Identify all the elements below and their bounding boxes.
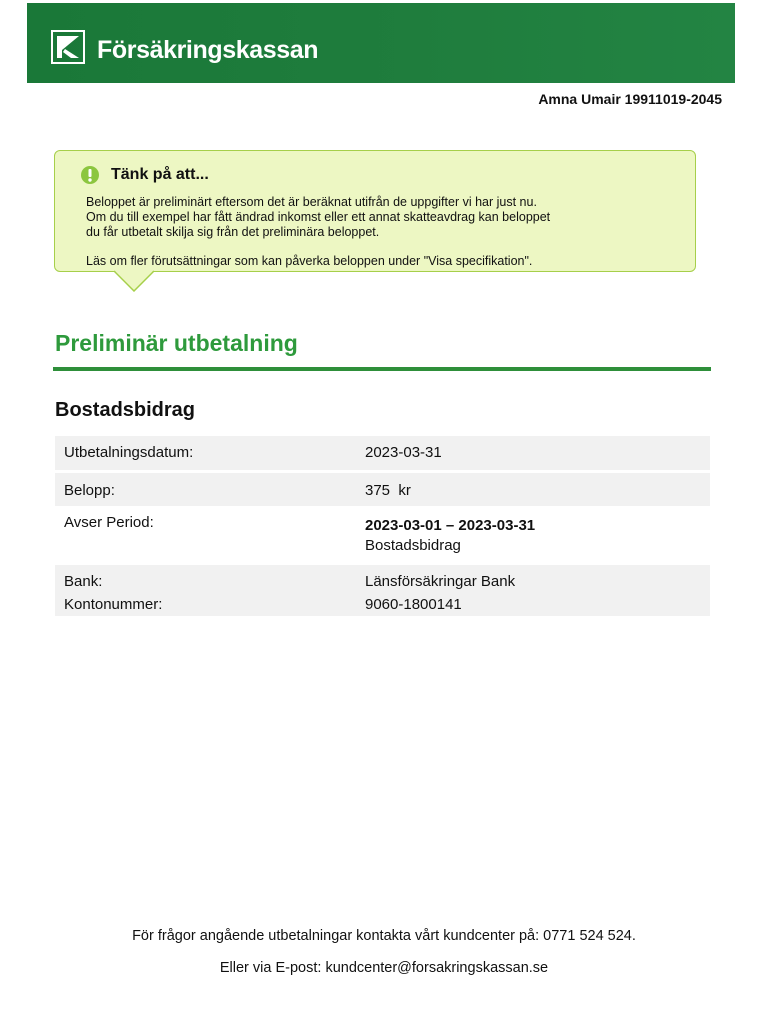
period-row [55, 506, 710, 564]
brand-name: Försäkringskassan [97, 36, 319, 64]
exclamation-icon [80, 165, 100, 185]
bank-value: Länsförsäkringar Bank [365, 573, 516, 590]
payment-date-value: 2023-03-31 [365, 444, 442, 461]
period-benefit: Bostadsbidrag [365, 537, 461, 554]
notice-pointer [114, 270, 154, 292]
notice-line: Om du till exempel har fått ändrad inkomst eller ett annat skatteavdrag kan beloppet [86, 210, 551, 224]
bank-row [55, 565, 710, 616]
period-label: Avser Period: [64, 514, 154, 531]
payment-date-row [55, 436, 710, 470]
notice-box [54, 150, 696, 272]
notice-title: Tänk på att... [111, 166, 209, 183]
footer-email: Eller via E-post: kundcenter@forsakringskassan.se [219, 960, 549, 976]
page-title: Preliminär utbetalning [55, 330, 298, 356]
recipient-name-id: Amna Umair 19911019-2045 [538, 91, 722, 107]
bank-label: Bank: [64, 573, 103, 590]
amount-value: 375 kr [365, 482, 411, 499]
amount-label: Belopp: [64, 482, 115, 499]
period-value: 2023-03-01 – 2023-03-31 [365, 517, 536, 534]
notice-line: Beloppet är preliminärt eftersom det är beräknat utifrån de uppgifter vi har just nu. [86, 195, 537, 209]
brand-header [27, 3, 735, 83]
footer-contact: För frågor angående utbetalningar kontakta vårt kundcenter på: 0771 524 524. [132, 928, 636, 944]
notice-body [86, 195, 550, 269]
section-divider [53, 367, 711, 371]
payment-date-label: Utbetalningsdatum: [64, 444, 194, 461]
notice-line: du får utbetalt skilja sig från det preliminära beloppet. [86, 225, 380, 239]
account-label: Kontonummer: [64, 596, 163, 613]
forsakringskassan-logo-icon [51, 30, 85, 64]
amount-row [55, 473, 710, 506]
notice-note: Läs om fler förutsättningar som kan påverka beloppen under "Visa specifikation". [86, 254, 533, 268]
account-value: 9060-1800141 [365, 596, 462, 613]
benefit-title: Bostadsbidrag [55, 399, 196, 421]
